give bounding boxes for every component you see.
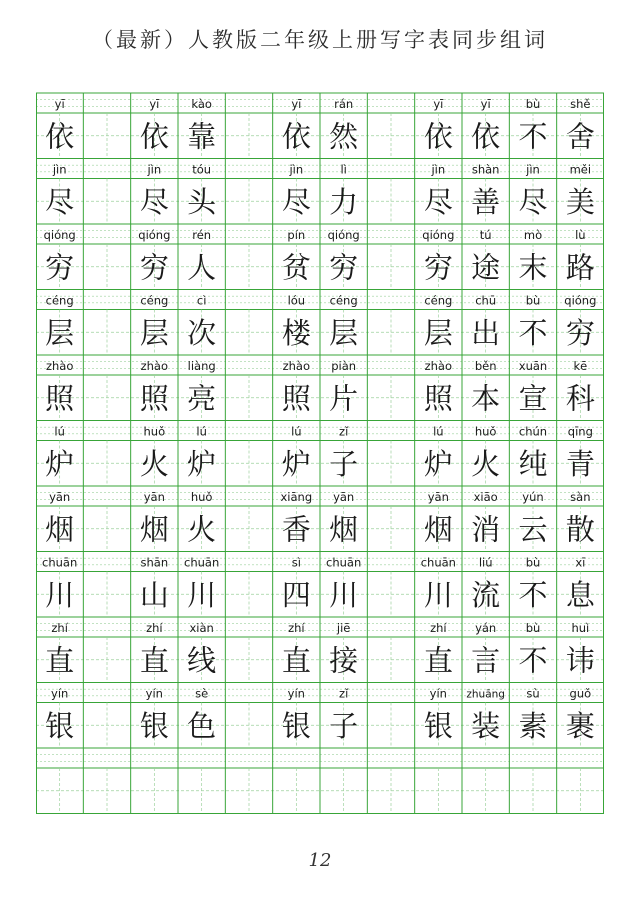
pinyin-label: sì [291, 555, 301, 570]
hanzi-character: 穷 [139, 250, 169, 285]
hanzi-character: 舍 [565, 119, 595, 154]
hanzi-character: 依 [281, 119, 311, 154]
pinyin-label: qióng [327, 228, 360, 242]
hanzi-character: 火 [471, 446, 501, 481]
pinyin-label: zhào [45, 359, 74, 373]
pinyin-label: zhào [282, 359, 311, 373]
pinyin-label: tú [479, 228, 492, 242]
pinyin-label: yī [149, 97, 160, 111]
hanzi-character: 火 [139, 446, 169, 481]
pinyin-label: qióng [422, 228, 455, 242]
pinyin-label: liú [478, 555, 493, 570]
hanzi-character: 不 [518, 119, 548, 154]
pinyin-label: yī [54, 97, 65, 111]
pinyin-label: yún [522, 490, 544, 504]
hanzi-character: 直 [281, 643, 311, 678]
hanzi-character: 四 [281, 577, 311, 612]
pinyin-label: shàn [471, 162, 500, 177]
pinyin-label: xī [575, 555, 586, 570]
pinyin-label: qióng [43, 228, 76, 242]
hanzi-character: 银 [45, 708, 75, 743]
page-title: （最新）人教版二年级上册写字表同步组词 [92, 28, 548, 52]
pinyin-label: céng [424, 293, 453, 308]
pinyin-label: sè [195, 686, 209, 701]
pinyin-label: kē [573, 359, 588, 373]
pinyin-label: huǒ [143, 424, 166, 439]
hanzi-character: 力 [329, 184, 359, 219]
hanzi-character: 尽 [518, 184, 548, 219]
hanzi-character: 本 [471, 381, 501, 416]
hanzi-character: 亮 [187, 381, 217, 416]
pinyin-label: zhào [140, 359, 169, 373]
pinyin-label: céng [45, 293, 74, 308]
hanzi-character: 银 [281, 708, 311, 743]
hanzi-character: 青 [565, 446, 595, 481]
pinyin-label: qīng [567, 424, 593, 439]
hanzi-character: 尽 [423, 184, 453, 219]
pinyin-label: bù [525, 97, 541, 111]
pinyin-label: zǐ [339, 686, 349, 701]
pinyin-label: shě [570, 97, 591, 111]
pinyin-label: lú [433, 424, 444, 439]
hanzi-character: 层 [423, 315, 453, 350]
hanzi-character: 然 [329, 119, 359, 154]
hanzi-character: 香 [281, 512, 311, 547]
pinyin-label: rén [192, 228, 212, 242]
hanzi-character: 照 [139, 381, 169, 416]
pinyin-label: lú [291, 424, 302, 439]
pinyin-label: jìn [431, 162, 446, 177]
hanzi-character: 末 [518, 250, 548, 285]
pinyin-label: sù [526, 686, 540, 701]
hanzi-character: 路 [565, 250, 595, 285]
pinyin-label: jìn [52, 162, 67, 177]
hanzi-character: 消 [471, 512, 501, 547]
hanzi-character: 不 [518, 577, 548, 612]
pinyin-label: zhí [430, 621, 447, 635]
pinyin-label: xiāng [280, 490, 313, 504]
page-number: 12 [308, 850, 332, 871]
hanzi-character: 云 [518, 512, 548, 547]
hanzi-character: 头 [187, 184, 217, 219]
pinyin-label: pín [287, 228, 306, 242]
hanzi-character: 宣 [518, 381, 548, 416]
hanzi-character: 散 [565, 512, 595, 547]
hanzi-character: 照 [423, 381, 453, 416]
pinyin-label: xiàn [189, 621, 214, 635]
hanzi-character: 讳 [565, 643, 595, 678]
hanzi-character: 依 [471, 119, 501, 154]
hanzi-character: 不 [518, 315, 548, 350]
hanzi-character: 接 [329, 643, 359, 678]
hanzi-character: 尽 [281, 184, 311, 219]
hanzi-character: 照 [281, 381, 311, 416]
hanzi-character: 色 [187, 708, 217, 743]
pinyin-label: chuān [326, 555, 362, 570]
hanzi-character: 川 [45, 577, 75, 612]
hanzi-character: 子 [329, 446, 359, 481]
pinyin-label: chuān [420, 555, 456, 570]
hanzi-character: 炉 [281, 446, 311, 481]
pinyin-label: yín [287, 686, 305, 701]
pinyin-label: céng [329, 293, 358, 308]
hanzi-character: 尽 [45, 184, 75, 219]
pinyin-label: yán [475, 621, 497, 635]
hanzi-character: 川 [423, 577, 453, 612]
hanzi-character: 银 [423, 708, 453, 743]
hanzi-character: 途 [471, 250, 501, 285]
pinyin-label: bù [525, 555, 541, 570]
pinyin-label: zǐ [339, 424, 349, 439]
pinyin-label: cì [196, 293, 207, 308]
pinyin-label: kào [191, 97, 212, 111]
pinyin-label: qióng [138, 228, 171, 242]
pinyin-label: lú [54, 424, 65, 439]
hanzi-character: 科 [565, 381, 595, 416]
hanzi-character: 出 [471, 315, 501, 350]
hanzi-character: 装 [471, 708, 501, 743]
pinyin-label: sàn [570, 490, 591, 504]
hanzi-character: 穷 [329, 250, 359, 285]
hanzi-character: 靠 [187, 119, 217, 154]
hanzi-character: 不 [518, 643, 548, 678]
hanzi-character: 人 [187, 250, 217, 285]
hanzi-character: 层 [45, 315, 75, 350]
hanzi-character: 烟 [139, 512, 169, 547]
hanzi-character: 素 [518, 708, 548, 743]
hanzi-character: 依 [45, 119, 75, 154]
pinyin-label: jìn [147, 162, 162, 177]
hanzi-character: 烟 [45, 512, 75, 547]
pinyin-label: yān [143, 490, 165, 504]
pinyin-label: yī [291, 97, 302, 111]
hanzi-character: 息 [565, 577, 595, 612]
pinyin-label: zhí [51, 621, 68, 635]
hanzi-character: 直 [139, 643, 169, 678]
pinyin-label: lù [575, 228, 586, 242]
hanzi-character: 层 [329, 315, 359, 350]
pinyin-label: yī [480, 97, 491, 111]
hanzi-character: 银 [139, 708, 169, 743]
pinyin-label: yín [429, 686, 447, 701]
hanzi-character: 穷 [565, 315, 595, 350]
hanzi-character: 善 [471, 184, 501, 219]
hanzi-character: 子 [329, 708, 359, 743]
hanzi-character: 贫 [281, 250, 311, 285]
pinyin-label: chū [475, 293, 497, 308]
pinyin-label: yān [333, 490, 355, 504]
hanzi-character: 线 [187, 643, 217, 678]
pinyin-label: jiē [336, 621, 351, 635]
pinyin-label: jìn [289, 162, 304, 177]
hanzi-character: 依 [139, 119, 169, 154]
hanzi-character: 炉 [187, 446, 217, 481]
pinyin-label: guǒ [569, 686, 592, 701]
hanzi-character: 火 [187, 512, 217, 547]
hanzi-character: 烟 [423, 512, 453, 547]
pinyin-label: jìn [526, 162, 540, 177]
hanzi-character: 直 [423, 643, 453, 678]
pinyin-label: zhuāng [466, 688, 505, 701]
hanzi-character: 次 [187, 315, 217, 350]
hanzi-character: 炉 [423, 446, 453, 481]
hanzi-character: 片 [329, 381, 359, 416]
hanzi-character: 尽 [139, 184, 169, 219]
pinyin-label: yān [49, 490, 71, 504]
hanzi-character: 川 [187, 577, 217, 612]
pinyin-label: yān [427, 490, 449, 504]
pinyin-label: zhào [424, 359, 453, 373]
pinyin-label: bù [525, 621, 541, 635]
pinyin-label: yī [433, 97, 444, 111]
pinyin-label: huǒ [190, 490, 213, 504]
pinyin-label: qióng [564, 293, 597, 308]
writing-grid [36, 92, 604, 814]
pinyin-label: yín [145, 686, 163, 701]
pinyin-label: lú [196, 424, 207, 439]
pinyin-label: xuān [518, 359, 548, 373]
hanzi-character: 直 [45, 643, 75, 678]
pinyin-label: bù [525, 293, 541, 308]
pinyin-label: yín [51, 686, 69, 701]
pinyin-label: zhí [146, 621, 163, 635]
hanzi-character: 美 [565, 184, 595, 219]
pinyin-label: běn [474, 359, 497, 373]
pinyin-label: xiāo [473, 490, 498, 504]
hanzi-character: 烟 [329, 512, 359, 547]
pinyin-label: chún [518, 424, 548, 439]
hanzi-character: 炉 [45, 446, 75, 481]
hanzi-character: 照 [45, 381, 75, 416]
pinyin-label: shān [140, 555, 169, 570]
pinyin-label: céng [140, 293, 169, 308]
hanzi-character: 依 [423, 119, 453, 154]
pinyin-label: huì [571, 621, 590, 635]
hanzi-character: 流 [471, 577, 501, 612]
pinyin-label: piàn [331, 359, 357, 373]
pinyin-label: rán [334, 97, 354, 111]
hanzi-character: 穷 [423, 250, 453, 285]
pinyin-label: lì [340, 162, 347, 177]
hanzi-character: 楼 [281, 315, 311, 350]
hanzi-character: 穷 [45, 250, 75, 285]
hanzi-character: 山 [139, 577, 169, 612]
hanzi-character: 言 [471, 643, 501, 678]
pinyin-label: zhí [288, 621, 305, 635]
pinyin-label: chuān [42, 555, 78, 570]
hanzi-character: 川 [329, 577, 359, 612]
pinyin-label: liàng [187, 359, 216, 373]
pinyin-label: huǒ [474, 424, 497, 439]
hanzi-character: 纯 [518, 446, 548, 481]
pinyin-label: měi [569, 162, 592, 177]
hanzi-character: 裹 [565, 708, 595, 743]
pinyin-label: mò [523, 228, 543, 242]
hanzi-character: 层 [139, 315, 169, 350]
pinyin-label: lóu [287, 293, 306, 308]
pinyin-label: chuān [184, 555, 220, 570]
pinyin-label: tóu [192, 162, 212, 177]
